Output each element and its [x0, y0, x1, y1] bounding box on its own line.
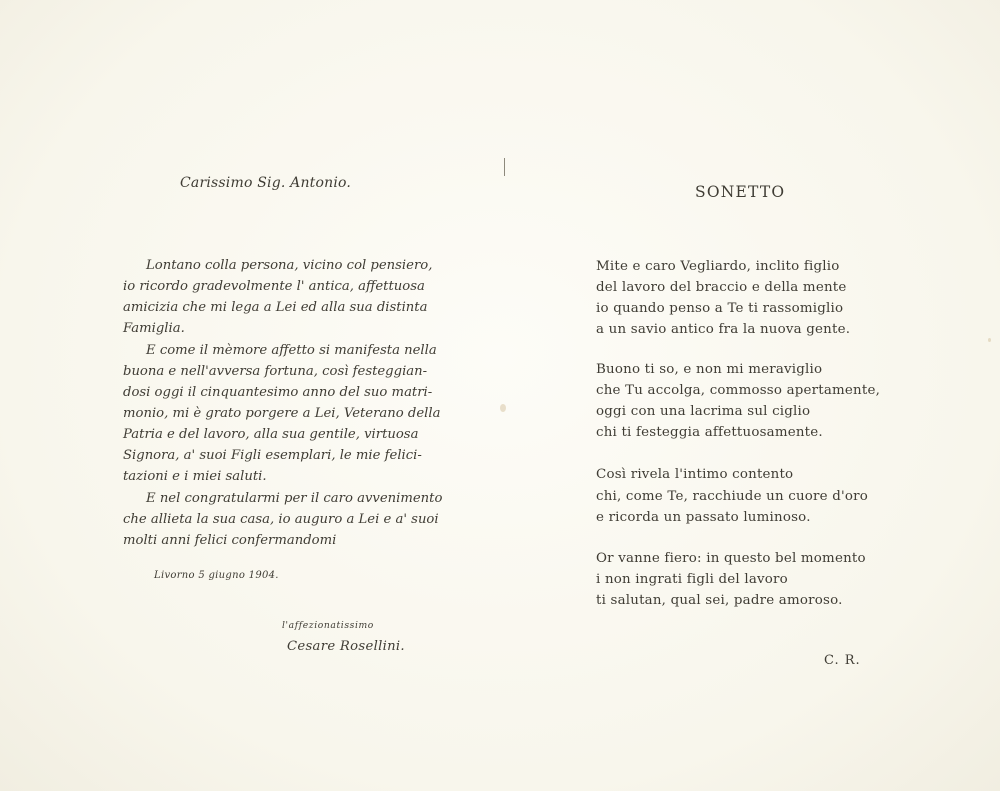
letter-line: E nel congratularmi per il caro avvenimento — [146, 491, 443, 506]
sonnet-verse: oggi con una lacrima sul ciglio — [596, 404, 811, 419]
sonnet-verse: Così rivela l'intimo contento — [596, 467, 794, 482]
letter-line: buona e nell'avversa fortuna, così festeggian- — [123, 364, 428, 379]
sonnet-verse: Mite e caro Vegliardo, inclito figlio — [596, 259, 840, 274]
sonnet-column — [500, 0, 1000, 791]
sonnet-verse: i non ingrati figli del lavoro — [596, 572, 788, 587]
letter-closing: l'affezionatissimo — [282, 620, 374, 631]
letter-line: tazioni e i miei saluti. — [123, 469, 267, 484]
sonnet-verse: del lavoro del braccio e della mente — [596, 280, 847, 295]
letter-line: che allieta la sua casa, io auguro a Lei e a' suoi — [123, 512, 439, 527]
letter-line: monio, mi è grato porgere a Lei, Veterano della — [123, 406, 441, 421]
sonnet-verse: ti salutan, qual sei, padre amoroso. — [596, 593, 843, 608]
sonnet-verse: Or vanne fiero: in questo bel momento — [596, 551, 866, 566]
sonnet-verse: chi, come Te, racchiude un cuore d'oro — [596, 489, 869, 504]
letter-place-date: Livorno 5 giugno 1904. — [154, 570, 279, 581]
sonnet-verse: chi ti festeggia affettuosamente. — [596, 425, 823, 440]
letter-line: Patria e del lavoro, alla sua gentile, virtuosa — [123, 427, 419, 442]
sonnet-verse: io quando penso a Te ti rassomiglio — [596, 301, 844, 316]
sonnet-title: SONETTO — [695, 183, 786, 201]
letter-line: molti anni felici confermandomi — [123, 533, 337, 548]
sonnet-verse: a un savio antico fra la nuova gente. — [596, 322, 851, 337]
letter-signature: Cesare Rosellini. — [287, 639, 405, 654]
sonnet-verse: e ricorda un passato luminoso. — [596, 510, 811, 525]
letter-salutation: Carissimo Sig. Antonio. — [180, 175, 352, 191]
letter-line: Signora, a' suoi Figli esemplari, le mie felici- — [123, 448, 422, 463]
sonnet-verse: che Tu accolga, commosso apertamente, — [596, 383, 881, 398]
letter-line: E come il mèmore affetto si manifesta nella — [146, 343, 437, 358]
sonnet-verse: Buono ti so, e non mi meraviglio — [596, 362, 823, 377]
sonnet-initials: C. R. — [824, 653, 861, 668]
letter-line: amicizia che mi lega a Lei ed alla sua distinta — [123, 300, 428, 315]
letter-line: Famiglia. — [123, 321, 185, 336]
letter-line: dosi oggi il cinquantesimo anno del suo matri- — [123, 385, 433, 400]
letter-line: Lontano colla persona, vicino col pensiero, — [146, 258, 433, 273]
letter-line: io ricordo gradevolmente l' antica, affettuosa — [123, 279, 425, 294]
